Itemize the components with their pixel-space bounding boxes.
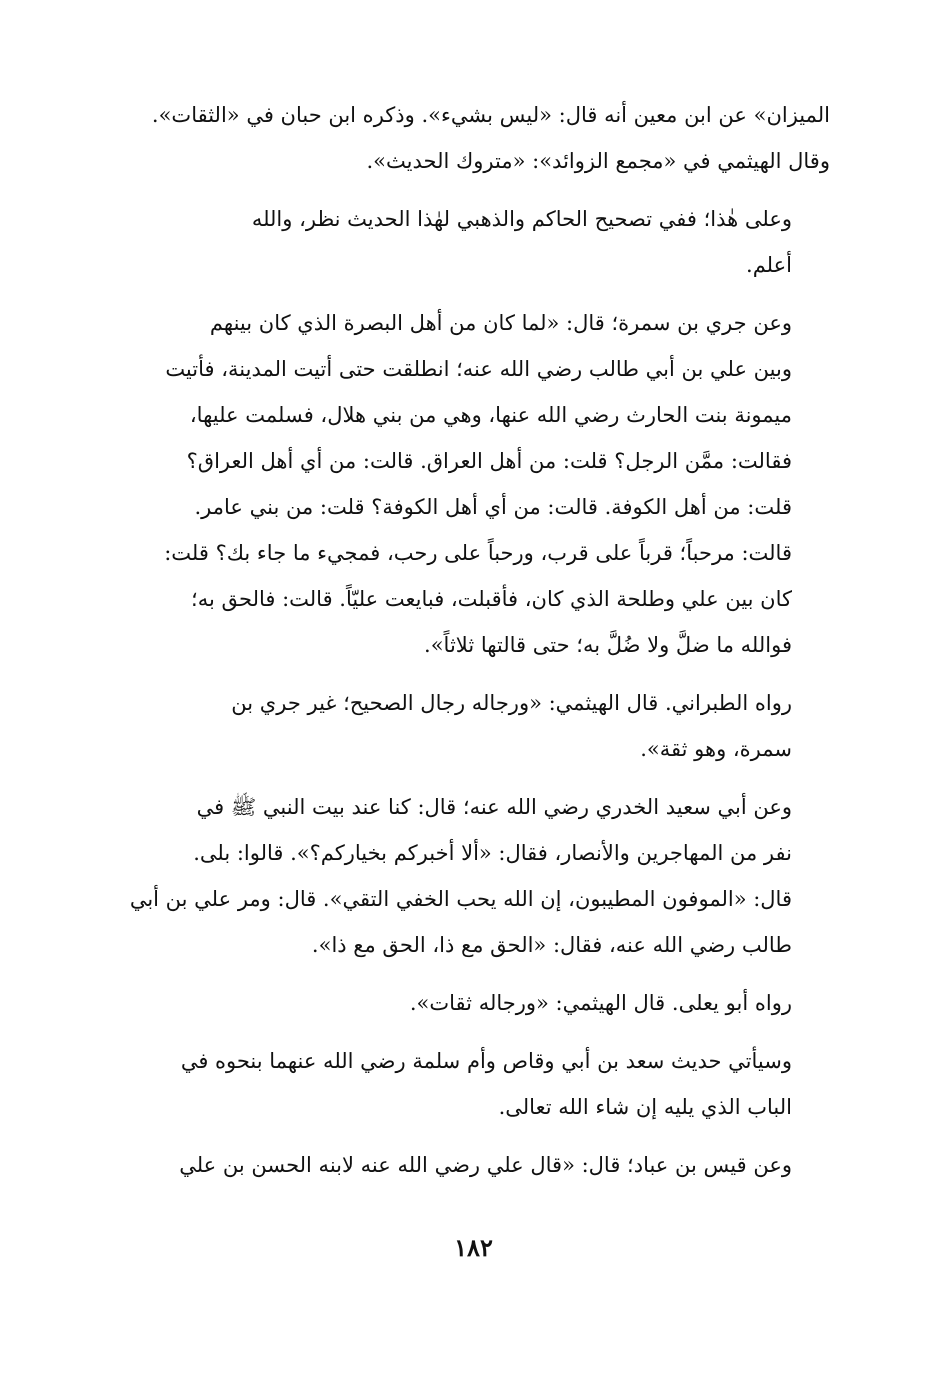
text-line: رواه أبو يعلى. قال الهيثمي: «ورجاله ثقات». [409,991,792,1015]
text-line: أعلم. [746,253,792,277]
paragraph-jurayy-hadith [108,300,830,668]
paragraph-tabarani-narration [108,680,830,772]
paragraph-ala-hadha [108,196,830,288]
text-line: فوالله ما ضلَّ ولا ضُلَّ به؛ حتى قالتها ثلاثاً». [424,633,792,657]
paragraph-abu-said-hadith [108,784,830,968]
text-line: طالب رضي الله عنه، فقال: «الحق مع ذا، الحق مع ذا». [311,933,792,957]
text-line: قلت: من أهل الكوفة. قالت: من أي أهل الكوفة؟ قلت: من بني عامر. [194,495,792,519]
text-line: رواه الطبراني. قال الهيثمي: «ورجاله رجال الصحيح؛ غير جري بن [231,691,792,715]
text-line: قالت: مرحباً؛ قرباً على قرب، ورحباً على رحب، فمجيء ما جاء بك؟ قلت: [164,541,792,565]
text-line: الباب الذي يليه إن شاء الله تعالى. [498,1095,792,1119]
text-line: الميزان» عن ابن معين أنه قال: «ليس بشيء». وذكره ابن حبان في «الثقات». [151,103,830,127]
page-body [108,92,830,1200]
paragraph-abu-yala-narration [108,980,830,1026]
paragraph-saad-reference [108,1038,830,1130]
text-line: سمرة، وهو ثقة». [640,737,792,761]
paragraph-qays-hadith [108,1142,830,1188]
text-line: وبين علي بن أبي طالب رضي الله عنه؛ انطلقت حتى أتيت المدينة، فأتيت [165,357,792,381]
page-number: ١٨٢ [454,1233,493,1262]
text-line: ميمونة بنت الحارث رضي الله عنها، وهي من بني هلال، فسلمت عليها، [189,403,792,427]
text-line: وعن أبي سعيد الخدري رضي الله عنه؛ قال: كنا عند بيت النبي ﷺ في [196,795,792,819]
text-line: كان بين علي وطلحة الذي كان، فأقبلت، فبايعت عليّاً. قالت: فالحق به؛ [191,587,792,611]
text-line: وعن جري بن سمرة؛ قال: «لما كان من أهل البصرة الذي كان بينهم [209,311,792,335]
text-line: فقالت: ممَّن الرجل؟ قلت: من أهل العراق. قالت: من أي أهل العراق؟ [186,449,792,473]
text-line: وعن قيس بن عباد؛ قال: «قال علي رضي الله عنه لابنه الحسن بن علي [179,1153,792,1177]
text-line: وعلى هٰذا؛ ففي تصحيح الحاكم والذهبي لهٰذا الحديث نظر، والله [251,207,792,231]
text-line: قال: «الموفون المطيبون، إن الله يحب الخفي التقي». قال: ومر علي بن أبي [129,887,792,911]
text-line: وقال الهيثمي في «مجمع الزوائد»: «متروك الحديث». [366,149,830,173]
text-line: وسيأتي حديث سعد بن أبي وقاص وأم سلمة رضي الله عنهما بنحوه في [180,1049,792,1073]
paragraph-mizan [108,92,830,184]
text-line: نفر من المهاجرين والأنصار، فقال: «ألا أخبركم بخياركم؟». قالوا: بلى. [193,841,792,865]
